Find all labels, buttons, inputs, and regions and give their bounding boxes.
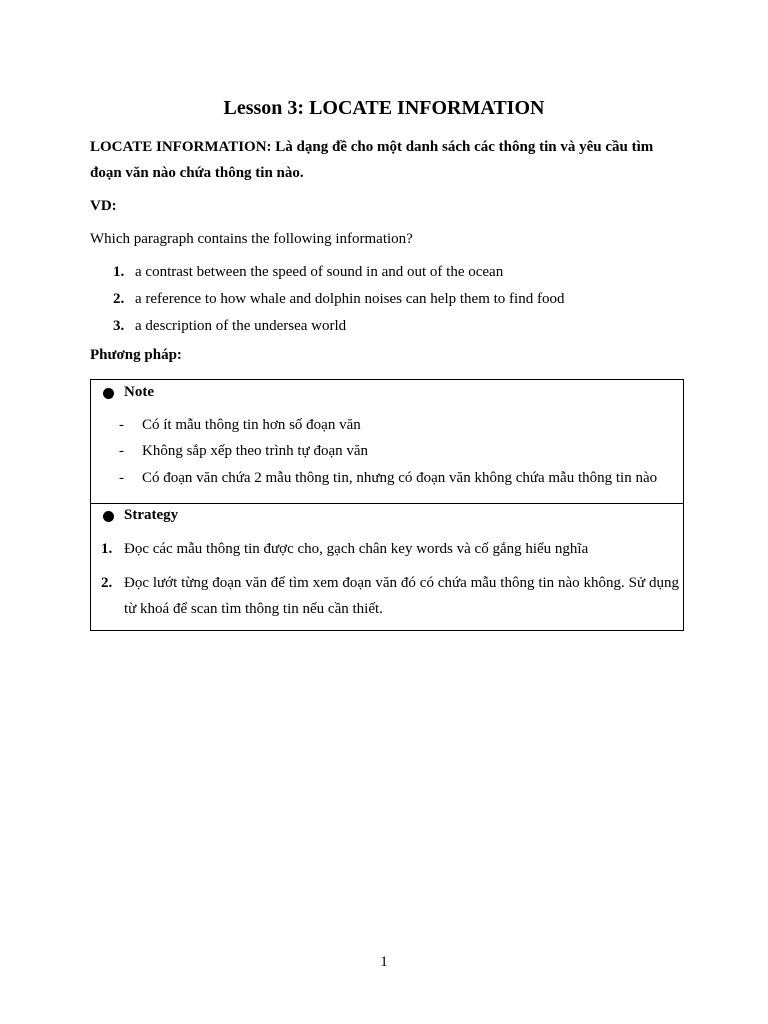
- note-label: Note: [124, 384, 154, 400]
- strategy-item-text: Đọc lướt từng đoạn văn để tìm xem đoạn văn đó có chứa mẫu thông tin nào không. Sử dụng từ khoá để scan tìm thông tin nếu cần thiết.: [124, 575, 679, 617]
- intro-paragraph: LOCATE INFORMATION: Là dạng đề cho một danh sách các thông tin và yêu cầu tìm đoạn văn nào chứa thông tin nào.: [90, 139, 654, 181]
- dash-marker: -: [119, 443, 124, 459]
- information-list: [90, 262, 690, 343]
- note-item-text: Có ít mẫu thông tin hơn số đoạn văn: [142, 417, 361, 433]
- list-item-number: 2.: [113, 291, 125, 307]
- strategy-item-number: 2.: [101, 575, 113, 591]
- page-title: Lesson 3: LOCATE INFORMATION: [223, 97, 545, 119]
- page-number: 1: [380, 954, 388, 970]
- list-item-number: 1.: [113, 264, 125, 280]
- list-item: [90, 316, 690, 343]
- strategy-label: Strategy: [124, 507, 179, 523]
- note-item-text: Không sắp xếp theo trình tự đoạn văn: [142, 443, 369, 459]
- table-divider: [91, 503, 683, 504]
- strategy-item: [101, 536, 679, 562]
- bullet-icon: [103, 511, 114, 522]
- strategy-item: [101, 570, 679, 622]
- note-item-text: Có đoạn văn chứa 2 mẫu thông tin, nhưng có đoạn văn không chứa mẫu thông tin nào: [142, 470, 658, 486]
- dash-marker: -: [119, 470, 124, 486]
- method-label: Phương pháp:: [90, 347, 182, 363]
- list-item-text: a reference to how whale and dolphin noises can help them to find food: [135, 291, 565, 307]
- method-table: [90, 379, 684, 631]
- strategy-item-text: Đọc các mẫu thông tin được cho, gạch chân key words và cố gắng hiểu nghĩa: [124, 541, 589, 557]
- list-item-text: a contrast between the speed of sound in and out of the ocean: [135, 264, 504, 280]
- question-text: Which paragraph contains the following information?: [90, 231, 413, 247]
- list-item: [90, 289, 690, 316]
- example-label: VD:: [90, 198, 117, 214]
- list-item-text: a description of the undersea world: [135, 318, 347, 334]
- dash-marker: -: [119, 417, 124, 433]
- strategy-item-number: 1.: [101, 541, 113, 557]
- list-item: [90, 262, 690, 289]
- bullet-icon: [103, 388, 114, 399]
- list-item-number: 3.: [113, 318, 125, 334]
